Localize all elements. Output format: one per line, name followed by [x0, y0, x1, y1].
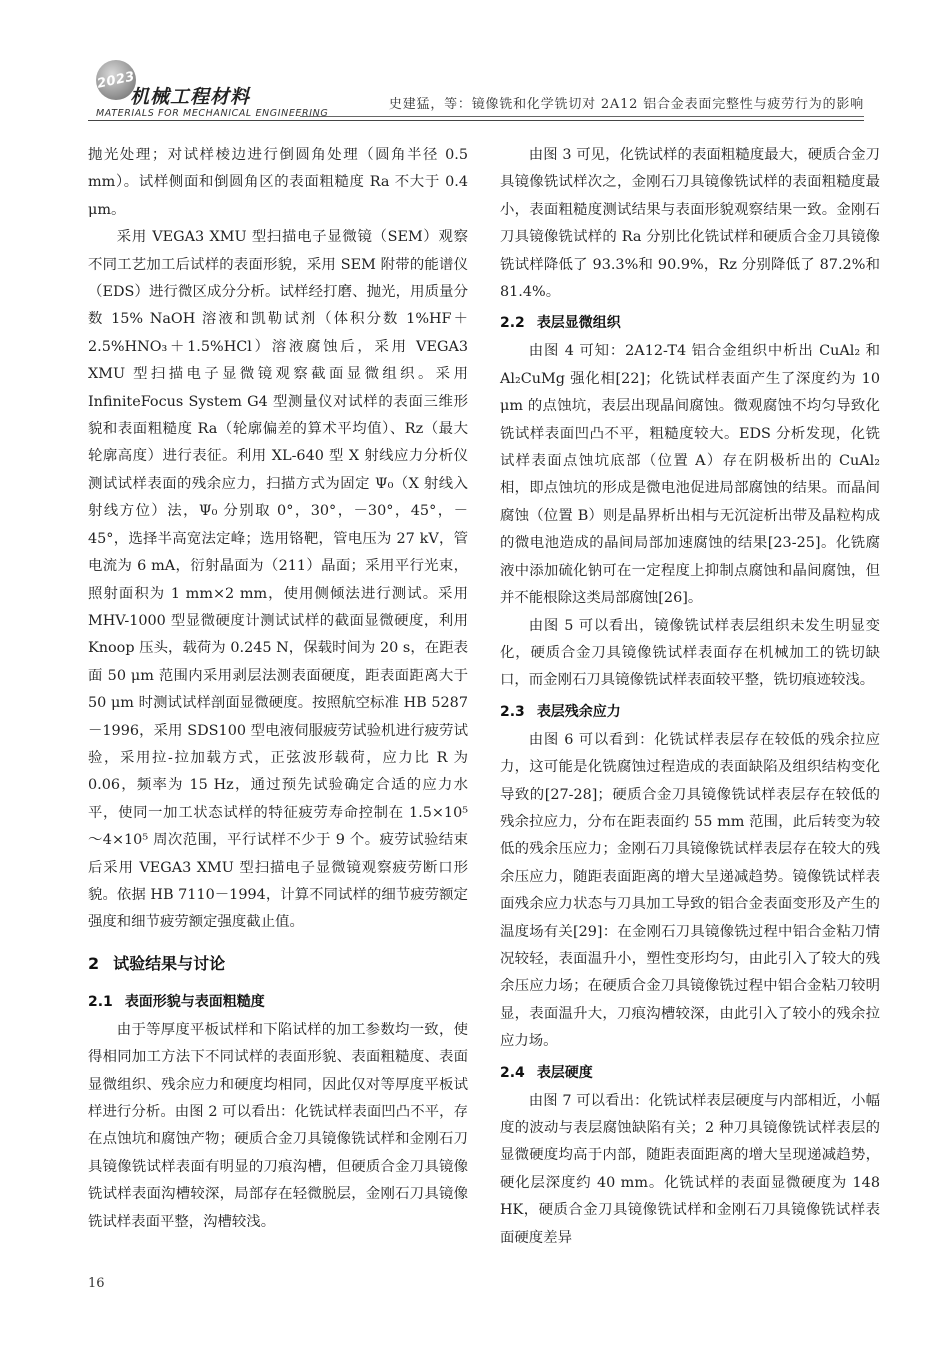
- subsection-number: 2.1: [88, 993, 113, 1010]
- paragraph: 由图 4 可知：2A12-T4 铝合金组织中析出 CuAl₂ 和 Al₂CuMg 强化相[22]；化铣试样表面产生了深度约为 10 μm 的点蚀坑，表层出现晶间腐蚀。微观腐蚀不均匀导致化铣试样表面凹凸不平，粗糙度较大。EDS 分析发现，化铣试样表面点蚀坑底部（位置 A）存在阴极析出的 CuAl₂ 相，即点蚀坑的形成是微电池促进局部腐蚀的结果。而晶间腐蚀（位置 B）则是晶界析出相与无沉淀析出带及晶粒构成的微电池造成的晶间局部加速腐蚀的结果[23-25]。化铣腐液中添加硫化钠可在一定程度上抑制点腐蚀和晶间腐蚀，但并不能根除这类局部腐蚀[26]。: [500, 343, 880, 607]
- journal-title-cn: 机械工程材料: [130, 86, 251, 108]
- page-number: 16: [88, 1276, 105, 1291]
- subsection-heading: [500, 1060, 880, 1086]
- section-heading: [88, 951, 468, 977]
- subsection-number: 2.3: [500, 703, 525, 720]
- subsection-title: 表面形貌与表面粗糙度: [124, 993, 265, 1010]
- running-head: 史建猛，等：镜像铣和化学铣切对 2A12 铝合金表面完整性与疲劳行为的影响: [388, 97, 864, 112]
- subsection-title: 表层显微组织: [536, 315, 621, 332]
- right-column: [500, 142, 880, 1252]
- header-divider: [88, 120, 864, 121]
- paragraph: 采用 VEGA3 XMU 型扫描电子显微镜（SEM）观察不同工艺加工后试样的表面形貌，采用 SEM 附带的能谱仪（EDS）进行微区成分分析。试样经打磨、抛光，用质量分数 15% NaOH 溶液和凯勒试剂（体积分数 1%HF＋2.5%HNO₃＋1.5%HCl）溶液腐蚀后，采用 VEGA3 XMU 型扫描电子显微镜观察截面显微组织。采用 InfiniteFocus System G4 型测量仪对试样的表面三维形貌和表面粗糙度 Ra（轮廓偏差的算术平均值）、Rz（最大轮廓高度）进行表征。利用 XL-640 型 X 射线应力分析仪测试试样表面的残余应力，扫描方式为固定 Ψ₀（X 射线入射线方位）法，Ψ₀ 分别取 0°，30°，－30°，45°，－45°，选择半高宽法定峰；选用铬靶，管电压为 27 kV，管电流为 6 mA，衍射晶面为（211）晶面；采用平行光束，照射面积为 1 mm×2 mm，使用侧倾法进行测试。采用 MHV-1000 型显微硬度计测试试样的截面显微硬度，利用 Knoop 压头，载荷为 0.245 N，保载时间为 20 s，在距表面 50 μm 范围内采用剥层法测表面硬度，距表面距离大于 50 μm 时测试试样剖面显微硬度。按照航空标准 HB 5287－1996，采用 SDS100 型电液伺服疲劳试验机进行疲劳试验，采用拉-拉加载方式，正弦波形载荷，应力比 R 为 0.06，频率为 15 Hz，通过预先试验确定合适的应力水平，使同一加工状态试样的特征疲劳寿命控制在 1.5×10⁵～4×10⁵ 周次范围，平行试样不少于 9 个。疲劳试验结束后采用 VEGA3 XMU 型扫描电子显微镜观察疲劳断口形貌。依据 HB 7110－1994，计算不同试样的细节疲劳额定强度和细节疲劳额定强度截止值。: [88, 229, 468, 931]
- subsection-number: 2.2: [500, 315, 525, 332]
- section-number: 2: [88, 953, 100, 973]
- paragraph: 由图 3 可见，化铣试样的表面粗糙度最大，硬质合金刀具镜像铣试样次之，金刚石刀具镜像铣试样的表面粗糙度最小，表面粗糙度测试结果与表面形貌观察结果一致。金刚石刀具镜像铣试样的 Ra 分别比化铣试样和硬质合金刀具镜像铣试样降低了 93.3%和 90.9%，Rz 分别降低了 87.2%和 81.4%。: [500, 147, 880, 301]
- section-title: 试验结果与讨论: [113, 953, 226, 973]
- subsection-heading: [88, 989, 468, 1015]
- paragraph: 由图 6 可以看到：化铣试样表层存在较低的残余拉应力，这可能是化铣腐蚀过程造成的表面缺陷及组织结构变化导致的[27-28]；硬质合金刀具镜像铣试样表层存在较低的残余拉应力，分布在距表面约 55 mm 范围，此后转变为较低的残余压应力；金刚石刀具镜像铣试样表层存在较大的残余压应力，随距表面距离的增大呈递减趋势。镜像铣试样表面残余应力状态与刀具加工导致的铝合金表面变形及产生的温度场有关[29]：在金刚石刀具镜像铣过程中铝合金粘刀情况较轻，表面温升小，塑性变形均匀，由此引入了较大的残余压应力场；在硬质合金刀具镜像铣过程中铝合金粘刀较明显，表面温升大，刀痕沟槽较深，由此引入了较小的残余拉应力场。: [500, 731, 880, 1050]
- subsection-heading: [500, 699, 880, 725]
- paragraph: 抛光处理；对试样棱边进行倒圆角处理（圆角半径 0.5 mm）。试样侧面和倒圆角区的表面粗糙度 Ra 不大于 0.4 μm。: [88, 147, 468, 218]
- subsection-title: 表层残余应力: [536, 703, 621, 720]
- subsection-number: 2.4: [500, 1064, 525, 1081]
- subsection-heading: [500, 310, 880, 336]
- paragraph: 由图 7 可以看出：化铣试样表层硬度与内部相近，小幅度的波动与表层腐蚀缺陷有关；2 种刀具镜像铣试样表层的显微硬度均高于内部，随距表面距离的增大呈现递减趋势，硬化层深度约 40 mm。化铣试样的表面显微硬度为 148 HK，硬质合金刀具镜像铣试样和金刚石刀具镜像铣试样表面硬度差异: [500, 1092, 880, 1246]
- subsection-title: 表层硬度: [536, 1064, 593, 1081]
- year-badge-text: 2023: [95, 68, 137, 92]
- left-column: [88, 142, 468, 1236]
- header-divider-thin: [300, 116, 864, 117]
- paragraph: 由于等厚度平板试样和下陷试样的加工参数均一致，使得相同加工方法下不同试样的表面形貌、表面粗糙度、表面显微组织、残余应力和硬度均相同，因此仅对等厚度平板试样进行分析。由图 2 可以看出：化铣试样表面凹凸不平，存在点蚀坑和腐蚀产物；硬质合金刀具镜像铣试样和金刚石刀具镜像铣试样表面有明显的刀痕沟槽，但硬质合金刀具镜像铣试样表面沟槽较深，局部存在轻微脱层，金刚石刀具镜像铣试样表面平整，沟槽较浅。: [88, 1021, 468, 1230]
- journal-title-en: MATERIALS FOR MECHANICAL ENGINEERING: [96, 108, 329, 119]
- paragraph: 由图 5 可以看出，镜像铣试样表层组织未发生明显变化，硬质合金刀具镜像铣试样表面存在机械加工的铣切缺口，而金刚石刀具镜像铣试样表面较平整，铣切痕迹较浅。: [500, 617, 880, 689]
